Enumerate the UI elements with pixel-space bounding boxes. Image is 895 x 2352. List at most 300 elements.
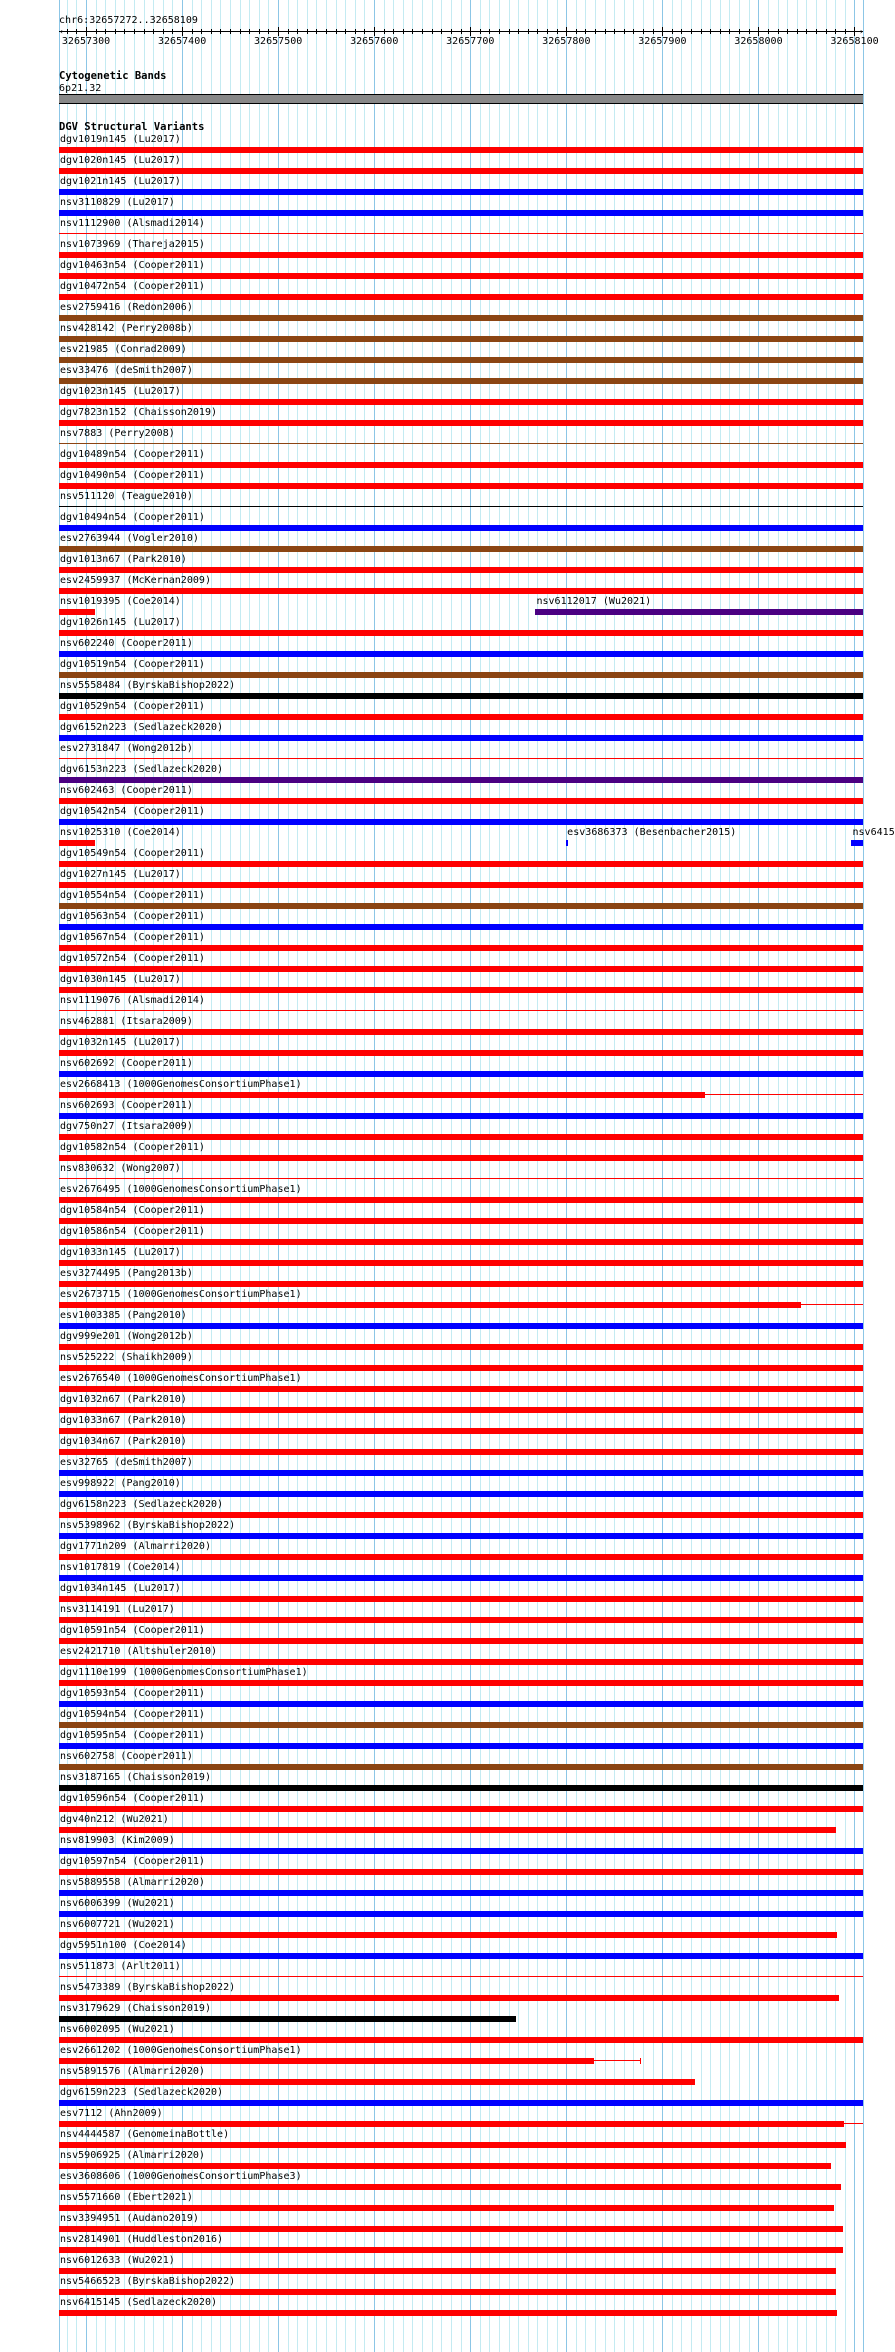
feature-bar[interactable]	[59, 1785, 863, 1791]
feature-bar[interactable]	[59, 399, 863, 405]
major-grid-line	[854, 0, 855, 2352]
ruler-tick	[432, 29, 433, 34]
feature-bar[interactable]	[59, 924, 863, 930]
feature-bar[interactable]	[59, 2205, 834, 2211]
ruler-tick	[96, 29, 97, 34]
ruler-tick	[797, 29, 798, 34]
feature-label[interactable]: dgv1033n145 (Lu2017)	[60, 1247, 181, 1258]
feature-label[interactable]: nsv6006399 (Wu2021)	[60, 1898, 175, 1909]
feature-bar[interactable]	[59, 2310, 837, 2316]
feature-bar-thin[interactable]	[59, 443, 863, 444]
feature-bar[interactable]	[59, 693, 863, 699]
feature-bar[interactable]	[59, 210, 863, 216]
feature-bar[interactable]	[59, 1953, 863, 1959]
ruler-tick	[557, 29, 558, 34]
feature-bar[interactable]	[59, 1554, 863, 1560]
ruler-tick	[739, 29, 740, 34]
feature-bar[interactable]	[59, 1491, 863, 1497]
feature-label[interactable]: nsv602692 (Cooper2011)	[60, 1058, 193, 1069]
feature-bar[interactable]	[59, 945, 863, 951]
ruler-tick	[451, 29, 452, 34]
feature-bar[interactable]	[59, 672, 863, 678]
feature-bar[interactable]	[59, 1365, 863, 1371]
feature-bar[interactable]	[59, 2184, 841, 2190]
feature-bar[interactable]	[59, 882, 863, 888]
feature-bar[interactable]	[59, 252, 863, 258]
feature-label[interactable]: nsv602758 (Cooper2011)	[60, 1751, 193, 1762]
feature-label[interactable]: nsv3110829 (Lu2017)	[60, 197, 175, 208]
feature-label[interactable]: dgv10549n54 (Cooper2011)	[60, 848, 205, 859]
ruler-tick	[787, 29, 788, 34]
dgv-track-title: DGV Structural Variants	[59, 121, 205, 133]
feature-bar[interactable]	[59, 525, 863, 531]
ruler-tick	[826, 29, 827, 34]
cytoband-track-title: Cytogenetic Bands	[59, 70, 167, 82]
feature-bar[interactable]	[59, 966, 863, 972]
feature-label[interactable]: esv2763944 (Vogler2010)	[60, 533, 199, 544]
feature-bar[interactable]	[59, 1869, 863, 1875]
ruler-tick-label: 32657900	[638, 36, 687, 47]
feature-label[interactable]: nsv1112900 (Alsmadi2014)	[60, 218, 205, 229]
feature-bar[interactable]	[535, 609, 863, 615]
feature-label[interactable]: dgv6152n223 (Sedlazeck2020)	[60, 722, 224, 733]
feature-label[interactable]: dgv10494n54 (Cooper2011)	[60, 512, 205, 523]
feature-bar[interactable]	[59, 1050, 863, 1056]
ruler-tick	[182, 27, 183, 36]
feature-label[interactable]: nsv2814901 (Huddleston2016)	[60, 2234, 224, 2245]
ruler-tick-label: 32657500	[254, 36, 303, 47]
feature-bar[interactable]	[59, 1155, 863, 1161]
feature-label[interactable]: dgv10529n54 (Cooper2011)	[60, 701, 205, 712]
ruler-tick-label: 32657600	[350, 36, 399, 47]
feature-label[interactable]: nsv5571660 (Ebert2021)	[60, 2192, 193, 2203]
feature-bar[interactable]	[566, 840, 568, 846]
feature-bar[interactable]	[59, 315, 863, 321]
feature-label[interactable]: esv2459937 (McKernan2009)	[60, 575, 212, 586]
feature-bar[interactable]	[59, 1113, 863, 1119]
feature-label[interactable]: dgv10572n54 (Cooper2011)	[60, 953, 205, 964]
feature-bar-tail[interactable]	[705, 1094, 863, 1095]
feature-label[interactable]: dgv1021n145 (Lu2017)	[60, 176, 181, 187]
feature-bar[interactable]	[59, 1638, 863, 1644]
feature-label[interactable]: dgv1110e199 (1000GenomesConsortiumPhase1)	[60, 1667, 308, 1678]
feature-bar[interactable]	[59, 588, 863, 594]
feature-bar[interactable]	[59, 1260, 863, 1266]
feature-bar[interactable]	[59, 1470, 863, 1476]
feature-label[interactable]: dgv1013n67 (Park2010)	[60, 554, 187, 565]
feature-label[interactable]: nsv5466523 (ByrskaBishop2022)	[60, 2276, 236, 2287]
ruler-tick	[489, 29, 490, 34]
feature-bar[interactable]	[59, 1764, 863, 1770]
feature-label[interactable]: dgv10597n54 (Cooper2011)	[60, 1856, 205, 1867]
feature-bar[interactable]	[59, 168, 863, 174]
ruler-tick	[441, 29, 442, 34]
feature-label[interactable]: dgv1032n67 (Park2010)	[60, 1394, 187, 1405]
ruler-tick	[595, 29, 596, 34]
ruler-tick	[835, 29, 836, 34]
feature-bar[interactable]	[59, 840, 95, 846]
ruler-tick	[192, 29, 193, 34]
feature-label[interactable]: nsv1073969 (Thareja2015)	[60, 239, 205, 250]
feature-label[interactable]: dgv10594n54 (Cooper2011)	[60, 1709, 205, 1720]
ruler-tick	[509, 29, 510, 34]
ruler-tick	[144, 29, 145, 34]
feature-label[interactable]: dgv750n27 (Itsara2009)	[60, 1121, 193, 1132]
feature-label[interactable]: nsv1025310 (Coe2014)	[60, 827, 181, 838]
feature-label[interactable]: dgv10519n54 (Cooper2011)	[60, 659, 205, 670]
feature-label[interactable]: dgv10591n54 (Cooper2011)	[60, 1625, 205, 1636]
feature-bar[interactable]	[59, 819, 863, 825]
ruler-tick	[364, 29, 365, 34]
feature-bar[interactable]	[59, 1323, 863, 1329]
ruler-tick	[662, 27, 663, 36]
feature-label[interactable]: dgv10463n54 (Cooper2011)	[60, 260, 205, 271]
feature-label[interactable]: dgv6153n223 (Sedlazeck2020)	[60, 764, 224, 775]
feature-bar[interactable]	[59, 1092, 705, 1098]
feature-bar[interactable]	[59, 1239, 863, 1245]
feature-label[interactable]: dgv10595n54 (Cooper2011)	[60, 1730, 205, 1741]
feature-label[interactable]: dgv1026n145 (Lu2017)	[60, 617, 181, 628]
feature-bar[interactable]	[59, 1932, 837, 1938]
feature-label[interactable]: nsv525222 (Shaikh2009)	[60, 1352, 193, 1363]
feature-label[interactable]: dgv1033n67 (Park2010)	[60, 1415, 187, 1426]
feature-bar[interactable]	[59, 1197, 863, 1203]
ruler-tick-label: 32658100	[830, 36, 879, 47]
feature-label[interactable]: dgv10567n54 (Cooper2011)	[60, 932, 205, 943]
feature-bar[interactable]	[59, 609, 95, 615]
feature-bar-thin[interactable]	[59, 1178, 863, 1179]
feature-bar[interactable]	[59, 336, 863, 342]
ruler-tick	[499, 29, 500, 34]
feature-label[interactable]: nsv462881 (Itsara2009)	[60, 1016, 193, 1027]
feature-bar[interactable]	[59, 1302, 801, 1308]
feature-label[interactable]: dgv10563n54 (Cooper2011)	[60, 911, 205, 922]
ruler-tick	[854, 27, 855, 36]
feature-bar[interactable]	[59, 714, 863, 720]
feature-label[interactable]: dgv10472n54 (Cooper2011)	[60, 281, 205, 292]
feature-label[interactable]: esv3274495 (Pang2013b)	[60, 1268, 193, 1279]
feature-bar[interactable]	[59, 294, 863, 300]
feature-bar[interactable]	[59, 1617, 863, 1623]
feature-bar[interactable]	[59, 798, 863, 804]
feature-bar[interactable]	[59, 2100, 863, 2106]
feature-label[interactable]: esv2731847 (Wong2012b)	[60, 743, 193, 754]
feature-label[interactable]: dgv10586n54 (Cooper2011)	[60, 1226, 205, 1237]
feature-label[interactable]: nsv602693 (Cooper2011)	[60, 1100, 193, 1111]
feature-bar[interactable]	[59, 1806, 863, 1812]
ruler-left-arrow-icon: ‹	[59, 27, 64, 36]
feature-bar[interactable]	[59, 1596, 863, 1602]
feature-label[interactable]: esv1003385 (Pang2010)	[60, 1310, 187, 1321]
feature-label[interactable]: nsv602463 (Cooper2011)	[60, 785, 193, 796]
feature-end-cap	[640, 2058, 641, 2064]
feature-label[interactable]: dgv10489n54 (Cooper2011)	[60, 449, 205, 460]
feature-label[interactable]: dgv1034n67 (Park2010)	[60, 1436, 187, 1447]
feature-label[interactable]: dgv7823n152 (Chaisson2019)	[60, 407, 218, 418]
feature-bar-thin[interactable]	[59, 1976, 863, 1977]
feature-label[interactable]: esv2661202 (1000GenomesConsortiumPhase1)	[60, 2045, 302, 2056]
feature-label[interactable]: esv2668413 (1000GenomesConsortiumPhase1)	[60, 1079, 302, 1090]
feature-bar[interactable]	[59, 903, 863, 909]
feature-label[interactable]: nsv6012633 (Wu2021)	[60, 2255, 175, 2266]
feature-bar[interactable]	[59, 546, 863, 552]
feature-label[interactable]: nsv6415	[852, 827, 895, 838]
feature-label[interactable]: dgv6159n223 (Sedlazeck2020)	[60, 2087, 224, 2098]
feature-bar[interactable]	[59, 1218, 863, 1224]
feature-bar[interactable]	[59, 2016, 516, 2022]
feature-bar[interactable]	[59, 735, 863, 741]
feature-label[interactable]: nsv1017819 (Coe2014)	[60, 1562, 181, 1573]
feature-label[interactable]: esv3686373 (Besenbacher2015)	[567, 827, 737, 838]
feature-label[interactable]: dgv1020n145 (Lu2017)	[60, 155, 181, 166]
feature-bar[interactable]	[59, 2121, 844, 2127]
feature-label[interactable]: nsv5891576 (Almarri2020)	[60, 2066, 205, 2077]
feature-label[interactable]: nsv5558484 (ByrskaBishop2022)	[60, 680, 236, 691]
feature-label[interactable]: nsv6007721 (Wu2021)	[60, 1919, 175, 1930]
minor-grid-line	[845, 0, 846, 2352]
cytoband-bar[interactable]	[59, 94, 863, 104]
feature-bar[interactable]	[59, 1281, 863, 1287]
feature-label[interactable]: nsv3187165 (Chaisson2019)	[60, 1772, 212, 1783]
ruler-tick	[729, 29, 730, 34]
feature-bar[interactable]	[59, 1533, 863, 1539]
feature-label[interactable]: dgv10582n54 (Cooper2011)	[60, 1142, 205, 1153]
feature-bar[interactable]	[59, 1575, 863, 1581]
feature-bar[interactable]	[59, 2226, 843, 2232]
ruler-tick	[528, 29, 529, 34]
feature-label[interactable]: nsv830632 (Wong2007)	[60, 1163, 181, 1174]
feature-label[interactable]: nsv6415145 (Sedlazeck2020)	[60, 2297, 218, 2308]
feature-label[interactable]: esv2676495 (1000GenomesConsortiumPhase1)	[60, 1184, 302, 1195]
feature-label[interactable]: dgv1023n145 (Lu2017)	[60, 386, 181, 397]
ruler-tick	[76, 29, 77, 34]
feature-label[interactable]: esv2759416 (Redon2006)	[60, 302, 193, 313]
feature-label[interactable]: dgv40n212 (Wu2021)	[60, 1814, 169, 1825]
ruler-tick	[672, 29, 673, 34]
feature-label[interactable]: dgv1027n145 (Lu2017)	[60, 869, 181, 880]
ruler-tick-label: 32657700	[446, 36, 495, 47]
feature-label[interactable]: nsv7883 (Perry2008)	[60, 428, 175, 439]
feature-bar[interactable]	[59, 2037, 863, 2043]
ruler-tick-label: 32658000	[734, 36, 783, 47]
feature-bar[interactable]	[59, 1743, 863, 1749]
feature-bar[interactable]	[59, 1449, 863, 1455]
feature-label[interactable]: nsv5906925 (Almarri2020)	[60, 2150, 205, 2161]
feature-label[interactable]: esv2673715 (1000GenomesConsortiumPhase1)	[60, 1289, 302, 1300]
feature-bar[interactable]	[59, 1512, 863, 1518]
ruler-tick	[67, 29, 68, 34]
feature-label[interactable]: dgv1034n145 (Lu2017)	[60, 1583, 181, 1594]
feature-bar-tail[interactable]	[844, 2123, 863, 2124]
feature-label[interactable]: nsv1119076 (Alsmadi2014)	[60, 995, 205, 1006]
ruler-tick	[153, 29, 154, 34]
ruler-tick	[211, 29, 212, 34]
feature-label[interactable]: nsv5398962 (ByrskaBishop2022)	[60, 1520, 236, 1531]
feature-label[interactable]: dgv1019n145 (Lu2017)	[60, 134, 181, 145]
feature-label[interactable]: nsv511120 (Teague2010)	[60, 491, 193, 502]
ruler-tick	[681, 29, 682, 34]
ruler-tick	[749, 29, 750, 34]
feature-bar-thin[interactable]	[59, 758, 863, 759]
ruler-tick	[585, 29, 586, 34]
ruler-tick	[230, 29, 231, 34]
feature-label[interactable]: dgv10584n54 (Cooper2011)	[60, 1205, 205, 1216]
feature-bar[interactable]	[59, 1386, 863, 1392]
feature-label[interactable]: esv2421710 (Altshuler2010)	[60, 1646, 218, 1657]
feature-label[interactable]: nsv4444587 (GenomeinaBottle)	[60, 2129, 230, 2140]
ruler-tick	[316, 29, 317, 34]
feature-bar[interactable]	[59, 483, 863, 489]
feature-bar[interactable]	[59, 1134, 863, 1140]
ruler-tick	[653, 29, 654, 34]
feature-bar[interactable]	[59, 861, 863, 867]
feature-label[interactable]: dgv1032n145 (Lu2017)	[60, 1037, 181, 1048]
feature-label[interactable]: esv7112 (Ahn2009)	[60, 2108, 163, 2119]
ruler-tick	[470, 27, 471, 36]
feature-bar[interactable]	[59, 2142, 846, 2148]
feature-label[interactable]: nsv428142 (Perry2008b)	[60, 323, 193, 334]
feature-bar[interactable]	[59, 1995, 839, 2001]
ruler-tick	[633, 29, 634, 34]
feature-bar[interactable]	[59, 189, 863, 195]
feature-bar-tail[interactable]	[801, 1304, 863, 1305]
feature-bar[interactable]	[59, 1911, 863, 1917]
feature-label[interactable]: nsv3114191 (Lu2017)	[60, 1604, 175, 1615]
feature-bar[interactable]	[59, 1428, 863, 1434]
ruler-tick	[240, 29, 241, 34]
ruler-tick	[278, 27, 279, 36]
feature-label[interactable]: dgv6158n223 (Sedlazeck2020)	[60, 1499, 224, 1510]
feature-label[interactable]: dgv1030n145 (Lu2017)	[60, 974, 181, 985]
ruler-tick	[643, 29, 644, 34]
feature-bar[interactable]	[59, 777, 863, 783]
feature-label[interactable]: nsv511873 (Arlt2011)	[60, 1961, 181, 1972]
feature-end-cap	[840, 2184, 841, 2190]
feature-bar[interactable]	[59, 1680, 863, 1686]
feature-bar[interactable]	[59, 1071, 863, 1077]
feature-label[interactable]: dgv10554n54 (Cooper2011)	[60, 890, 205, 901]
feature-bar[interactable]	[59, 1827, 836, 1833]
feature-label[interactable]: nsv3179629 (Chaisson2019)	[60, 2003, 212, 2014]
feature-bar[interactable]	[59, 462, 863, 468]
feature-label[interactable]: esv998922 (Pang2010)	[60, 1478, 181, 1489]
ruler-tick	[268, 29, 269, 34]
feature-label[interactable]: dgv999e201 (Wong2012b)	[60, 1331, 193, 1342]
feature-bar[interactable]	[59, 1701, 863, 1707]
ruler-tick	[297, 29, 298, 34]
feature-bar[interactable]	[59, 1029, 863, 1035]
feature-bar[interactable]	[59, 420, 863, 426]
ruler-tick	[778, 29, 779, 34]
ruler-tick	[480, 29, 481, 34]
feature-label[interactable]: dgv5951n100 (Coe2014)	[60, 1940, 187, 1951]
ruler-tick	[710, 29, 711, 34]
ruler-tick	[758, 27, 759, 36]
ruler-tick	[403, 29, 404, 34]
feature-label[interactable]: dgv1771n209 (Almarri2020)	[60, 1541, 212, 1552]
location-label: chr6:32657272..32658109	[59, 15, 198, 26]
ruler-tick	[345, 29, 346, 34]
feature-bar[interactable]	[59, 630, 863, 636]
ruler-tick	[326, 29, 327, 34]
feature-label[interactable]: nsv1019395 (Coe2014)	[60, 596, 181, 607]
feature-bar[interactable]	[59, 567, 863, 573]
ruler-tick	[461, 29, 462, 34]
ruler-tick	[701, 29, 702, 34]
feature-bar[interactable]	[59, 2289, 836, 2295]
feature-label[interactable]: nsv6112017 (Wu2021)	[536, 596, 652, 607]
ruler-tick	[845, 29, 846, 34]
feature-bar[interactable]	[59, 987, 863, 993]
feature-bar[interactable]	[59, 2163, 831, 2169]
ruler-tick	[220, 29, 221, 34]
feature-label[interactable]: nsv819903 (Kim2009)	[60, 1835, 175, 1846]
feature-bar-tail[interactable]	[594, 2060, 641, 2061]
feature-label[interactable]: nsv5473389 (ByrskaBishop2022)	[60, 1982, 236, 1993]
feature-label[interactable]: esv32765 (deSmith2007)	[60, 1457, 193, 1468]
feature-label[interactable]: dgv10593n54 (Cooper2011)	[60, 1688, 205, 1699]
ruler-tick	[547, 29, 548, 34]
feature-bar-thin[interactable]	[59, 506, 863, 507]
ruler-tick	[249, 29, 250, 34]
feature-bar[interactable]	[59, 2058, 594, 2064]
feature-bar[interactable]	[59, 357, 863, 363]
feature-bar[interactable]	[59, 1659, 863, 1665]
feature-label[interactable]: esv33476 (deSmith2007)	[60, 365, 193, 376]
ruler-tick	[691, 29, 692, 34]
ruler-tick-label: 32657400	[157, 36, 207, 47]
feature-bar[interactable]	[851, 840, 863, 846]
ruler-tick	[134, 29, 135, 34]
ruler-tick	[259, 29, 260, 34]
feature-bar[interactable]	[59, 2268, 836, 2274]
feature-label[interactable]: nsv602240 (Cooper2011)	[60, 638, 193, 649]
ruler-tick	[768, 29, 769, 34]
feature-bar[interactable]	[59, 2247, 843, 2253]
feature-bar[interactable]	[59, 1407, 863, 1413]
feature-bar-thin[interactable]	[59, 1010, 863, 1011]
feature-label[interactable]: dgv10490n54 (Cooper2011)	[60, 470, 205, 481]
feature-bar[interactable]	[59, 2079, 695, 2085]
feature-label[interactable]: dgv10542n54 (Cooper2011)	[60, 806, 205, 817]
feature-bar[interactable]	[59, 651, 863, 657]
feature-label[interactable]: nsv3394951 (Audano2019)	[60, 2213, 199, 2224]
feature-bar[interactable]	[59, 378, 863, 384]
feature-label[interactable]: esv3608606 (1000GenomesConsortiumPhase3)	[60, 2171, 302, 2182]
feature-bar[interactable]	[59, 1344, 863, 1350]
feature-label[interactable]: esv2676540 (1000GenomesConsortiumPhase1)	[60, 1373, 302, 1384]
ruler-tick	[422, 29, 423, 34]
ruler-tick	[115, 29, 116, 34]
feature-label[interactable]: esv21985 (Conrad2009)	[60, 344, 187, 355]
ruler-tick	[806, 29, 807, 34]
feature-bar[interactable]	[59, 1848, 863, 1854]
feature-label[interactable]: dgv10596n54 (Cooper2011)	[60, 1793, 205, 1804]
feature-label[interactable]: nsv6002095 (Wu2021)	[60, 2024, 175, 2035]
feature-bar[interactable]	[59, 273, 863, 279]
ruler-tick	[816, 29, 817, 34]
feature-label[interactable]: nsv5889558 (Almarri2020)	[60, 1877, 205, 1888]
ruler-right-arrow-icon: ›	[859, 27, 864, 36]
feature-bar[interactable]	[59, 147, 863, 153]
feature-bar[interactable]	[59, 1722, 863, 1728]
ruler-tick	[374, 27, 375, 36]
feature-bar-thin[interactable]	[59, 233, 863, 234]
feature-bar[interactable]	[59, 1890, 863, 1896]
ruler-tick	[412, 29, 413, 34]
cytoband-label: 6p21.32	[59, 83, 102, 94]
ruler-tick	[163, 29, 164, 34]
